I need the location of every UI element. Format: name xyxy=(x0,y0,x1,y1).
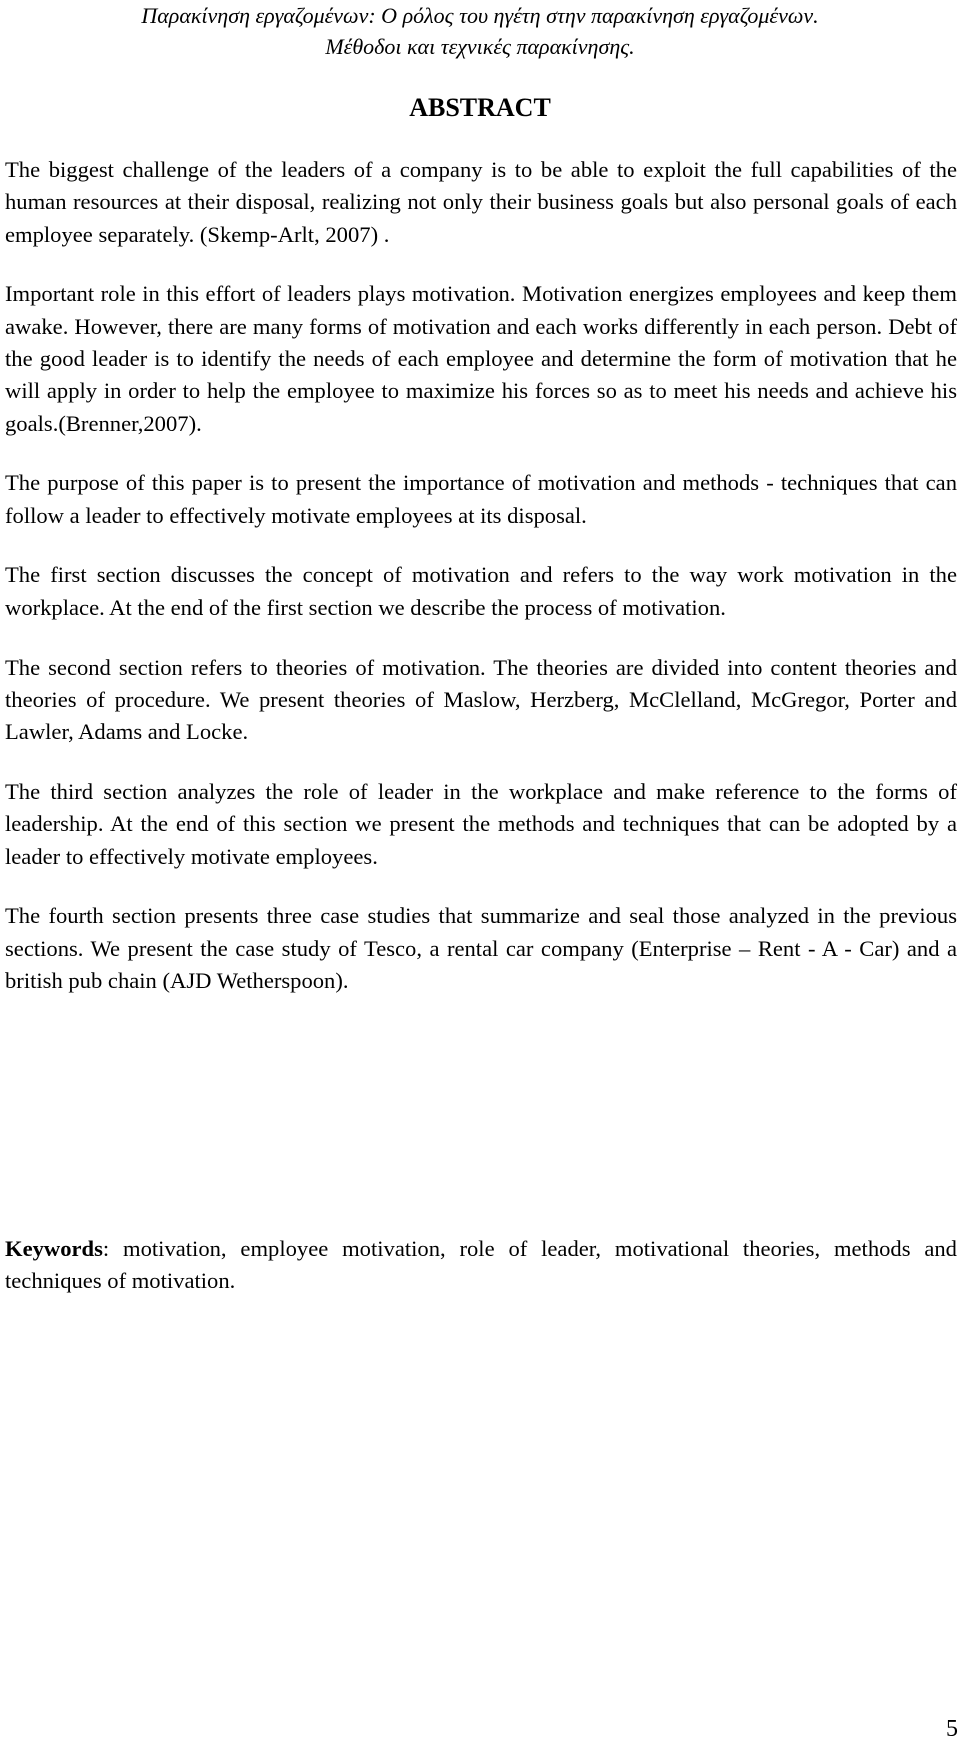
running-header-line-2: Μέθοδοι και τεχνικές παρακίνησης. xyxy=(325,34,635,59)
abstract-body xyxy=(5,154,957,1025)
page-number: 5 xyxy=(946,1716,958,1742)
running-header-line-1: Παρακίνηση εργαζομένων: Ο ρόλος του ηγέτη στην παρακίνηση εργαζομένων. xyxy=(141,3,819,28)
keywords-label: Keywords xyxy=(5,1236,103,1261)
abstract-paragraph-7: The fourth section presents three case studies that summarize and seal those analyzed in the previous sections. We present the case study of Tesco, a rental car company (Enterprise – Rent - A - Car) and a british pub chain (AJD Wetherspoon). xyxy=(5,903,957,993)
abstract-paragraph-2: Important role in this effort of leaders plays motivation. Motivation energizes employees and keep them awake. However, there are many forms of motivation and each works differently in each person. Debt of the good leader is to identify the needs of each employee and determine the form of motivation that he will apply in order to help the employee to maximize his forces so as to meet his needs and achieve his goals.(Brenner,2007). xyxy=(5,281,957,436)
abstract-paragraph-1: The biggest challenge of the leaders of a company is to be able to exploit the full capabilities of the human resources at their disposal, realizing not only their business goals but also personal goals of each employee separately. (Skemp-Arlt, 2007) . xyxy=(5,157,957,247)
running-header xyxy=(0,0,960,62)
abstract-paragraph-4: The first section discusses the concept of motivation and refers to the way work motivation in the workplace. At the end of the first section we describe the process of motivation. xyxy=(5,562,957,620)
keywords-block xyxy=(5,1233,957,1298)
abstract-heading: ABSTRACT xyxy=(409,93,551,122)
abstract-paragraph-5: The second section refers to theories of motivation. The theories are divided into content theories and theories of procedure. We present theories of Maslow, Herzberg, McClelland, McGregor, Porter and Lawler, Adams and Locke. xyxy=(5,654,957,745)
abstract-paragraph-3: The purpose of this paper is to present the importance of motivation and methods - techniques that can follow a leader to effectively motivate employees at its disposal. xyxy=(5,470,957,528)
keywords-separator: : xyxy=(102,1236,124,1261)
abstract-paragraph-6: The third section analyzes the role of leader in the workplace and make reference to the forms of leadership. At the end of this section we present the methods and techniques that can be adopted by a leader to effectively motivate employees. xyxy=(5,778,957,869)
keywords-text: motivation, employee motivation, role of leader, motivational theories, methods and techniques of motivation. xyxy=(5,1236,957,1294)
